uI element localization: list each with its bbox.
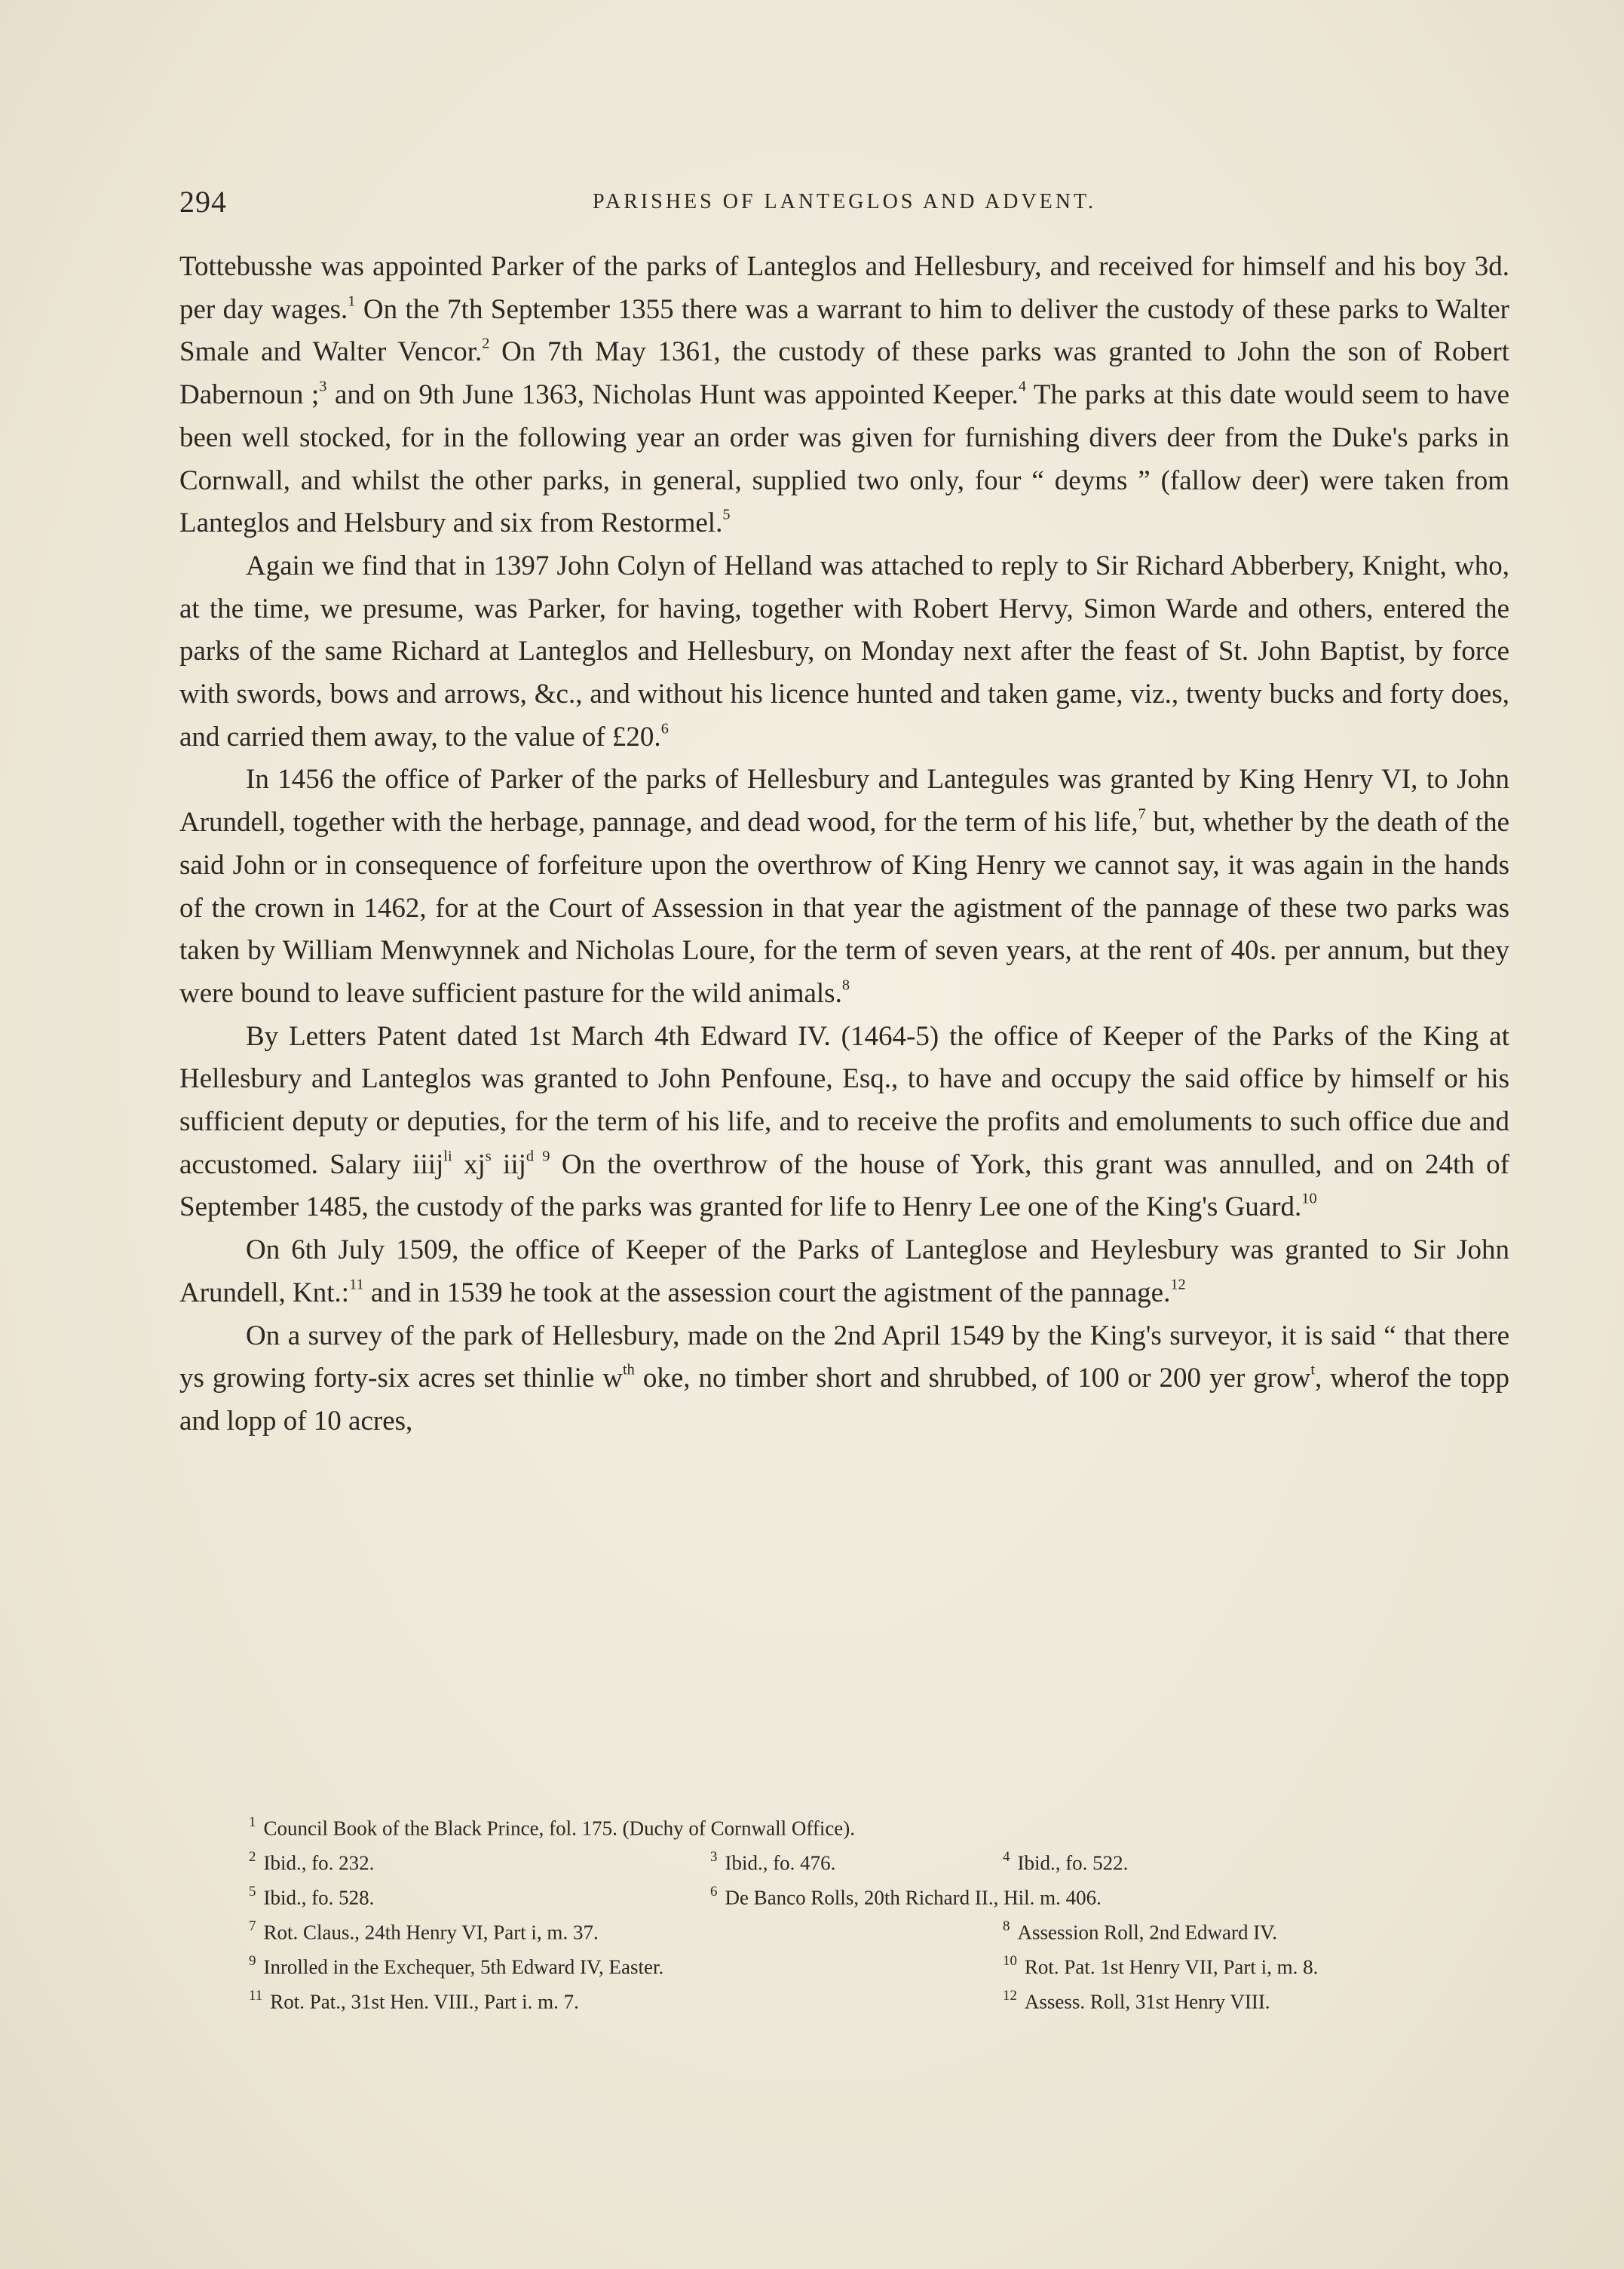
footnote-reference: 8 — [841, 977, 850, 994]
footnote-row — [249, 1840, 1417, 1875]
footnote-text: Assession Roll, 2nd Edward IV. — [1017, 1921, 1277, 1944]
footnote-number: 10 — [1003, 1953, 1017, 1969]
footnote-reference: t — [1310, 1362, 1315, 1379]
footnote-text: Council Book of the Black Prince, fol. 175. (Duchy of Cornwall Office). — [263, 1817, 856, 1840]
footnote-reference: 5 — [722, 506, 731, 523]
paragraph: On 6th July 1509, the office of Keeper of the Parks of Lanteglose and Heylesbury was granted to Sir John Arundell, Knt.:$^{11}$ and in 1539 he took at the assession court the agistment of the pannage.$^{12}$ — [179, 1234, 1509, 1308]
footnote-text: Rot. Pat. 1st Henry VII, Part i, m. 8. — [1024, 1955, 1319, 1979]
footnote-number: 6 — [710, 1884, 718, 1900]
footnote-row — [249, 1875, 1417, 1909]
footnote-number: 1 — [249, 1814, 256, 1830]
footnote-number: 2 — [249, 1849, 256, 1865]
paragraph: By Letters Patent dated 1st March 4th Edward IV. (1464-5) the office of Keeper of the Parks of the King at Hellesbury and Lanteglos was granted to John Penfoune, Esq., to have and occupy the said office by himself or his sufficient deputy or deputies, for the term of his life, and to receive the profits and emoluments to such office due and accustomed. Salary iiij$^{li}$ $xj^s$ iij$^{d 9}$ On the overthrow of the house of York, this grant was annulled, and on 24th of September 1485, the custody of the parks was granted for life to Henry Lee one of the King's Guard.$^{10}$ — [179, 1020, 1510, 1223]
footnote-number: 8 — [1003, 1918, 1010, 1934]
footnote-reference: 12 — [1170, 1276, 1186, 1293]
page-header — [179, 184, 1509, 222]
running-title: PARISHES OF LANTEGLOS AND ADVENT. — [593, 190, 1096, 213]
footnote-reference: 7 — [1138, 805, 1146, 823]
footnote-reference: th — [623, 1362, 635, 1379]
footnote-row — [249, 1909, 1417, 1944]
footnote-row — [249, 1979, 1417, 2013]
footnote-text: Ibid., fo. 232. — [263, 1851, 375, 1875]
footnote-reference: s — [485, 1148, 492, 1165]
footnote-number: 12 — [1003, 1988, 1017, 2004]
paragraph: On a survey of the park of Hellesbury, made on the 2nd April 1549 by the King's surveyor, it is said “ that there ys growing forty-six acres set thinlie $w^{th}$ oke, no timber short and shrubbed, of 100 or 200 yer grow$^t$, wherof the topp and lopp of 10 acres, — [179, 1320, 1509, 1437]
footnote-number: 5 — [249, 1884, 256, 1900]
footnote-text: De Banco Rolls, 20th Richard II., Hil. m. 406. — [725, 1886, 1102, 1909]
footnote-number: 4 — [1003, 1849, 1010, 1865]
footnote — [249, 1979, 579, 2019]
footnote-reference: 11 — [349, 1276, 364, 1293]
paragraph: Again we find that in 1397 John Colyn of Helland was attached to reply to Sir Richard Abberbery, Knight, who, at the time, we presume, was Parker, for having, together with Robert Hervy, Simon Warde and others, entered the parks of the same Richard at Lanteglos and Hellesbury, on Monday next after the feast of St. John Baptist, by force with swords, bows and arrows, &c., and without his licence hunted and taken game, viz., twenty bucks and forty does, and carried them away, to the value of £20.$^6$ — [179, 550, 1509, 753]
footnote-text: Assess. Roll, 31st Henry VIII. — [1024, 1990, 1270, 2013]
footnote-reference: 6 — [660, 720, 669, 737]
footnote-text: Rot. Claus., 24th Henry VI, Part i, m. 37. — [263, 1921, 599, 1944]
footnote-row — [249, 1805, 1417, 1840]
page-number: 294 — [179, 185, 227, 219]
body-text — [179, 246, 1509, 1443]
paragraph: In 1456 the office of Parker of the parks of Hellesbury and Lantegules was granted by King Henry VI, to John Arundell, together with the herbage, pannage, and dead wood, for the term of his life,$^7$ but, whether by the death of the said John or in consequence of forfeiture upon the overthrow of King Henry we cannot say, it was again in the hands of the crown in 1462, for at the Court of Assession in that year the agistment of the pannage of these two parks was taken by William Menwynnek and Nicholas Loure, for the term of seven years, at the rent of 40s. per annum, but they were bound to leave sufficient pasture for the wild animals.$^8$ — [179, 764, 1509, 1009]
footnote-number: 9 — [249, 1953, 256, 1969]
footnote — [1003, 1979, 1270, 2019]
footnote-reference: li — [443, 1148, 452, 1165]
footnote-number: 3 — [710, 1849, 718, 1865]
footnote-reference: 1 — [348, 293, 356, 310]
footnote-text: Ibid., fo. 528. — [263, 1886, 375, 1909]
footnote-reference: 3 — [319, 378, 327, 395]
footnote-text: Rot. Pat., 31st Hen. VIII., Part i. m. 7. — [270, 1990, 579, 2013]
footnote-number: 11 — [249, 1988, 263, 2004]
footnote-text: Ibid., fo. 476. — [725, 1851, 836, 1875]
footnote-row — [249, 1944, 1417, 1979]
footnotes — [249, 1805, 1417, 2013]
footnote-text: Inrolled in the Exchequer, 5th Edward IV, Easter. — [263, 1955, 664, 1979]
footnote-text: Ibid., fo. 522. — [1017, 1851, 1129, 1875]
footnote-reference: 4 — [1018, 378, 1026, 395]
footnote-reference: 2 — [482, 336, 490, 353]
footnote-reference: d 9 — [526, 1148, 550, 1165]
footnote-reference: 10 — [1301, 1191, 1317, 1208]
footnote-number: 7 — [249, 1918, 256, 1934]
paragraph: Tottebusshe was appointed Parker of the parks of Lanteglos and Hellesbury, and received for himself and his boy 3d. per day wages.$^1$ On the 7th September 1355 there was a warrant to him to deliver the custody of these parks to Walter Smale and Walter Vencor.$^2$ On 7th May 1361, the custody of these parks was granted to John the son of Robert Dabernoun ;$^3$ and on 9th June 1363, Nicholas Hunt was appointed Keeper.$^4$ The parks at this date would seem to have been well stocked, for in the following year an order was given for furnishing divers deer from the Duke's parks in Cornwall, and whilst the other parks, in general, supplied two only, four “ deyms ” (fallow deer) were taken from Lanteglos and Helsbury and six from Restormel.$^5$ — [179, 251, 1509, 539]
